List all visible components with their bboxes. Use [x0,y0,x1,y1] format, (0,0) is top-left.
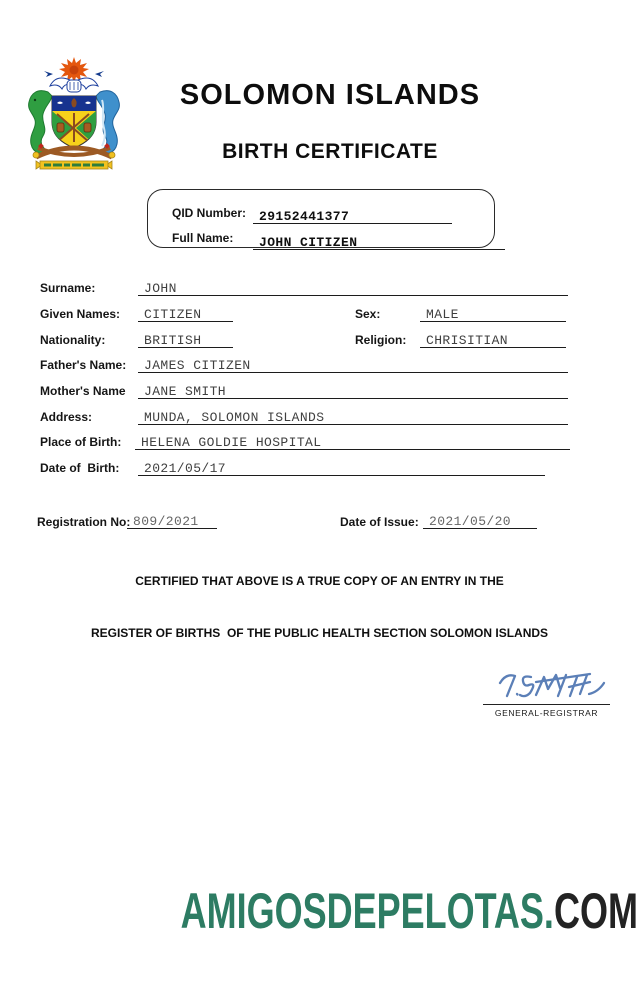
nationality-value: BRITISH [138,333,233,348]
fathers-name-label: Father's Name: [40,358,127,372]
sex-value: MALE [420,307,566,322]
nationality-label: Nationality: [40,333,106,347]
address-label: Address: [40,410,93,424]
religion-label: Religion: [355,333,407,347]
surname-value: JOHN [138,281,568,296]
surname-label: Surname: [40,281,96,295]
page-title: SOLOMON ISLANDS [179,79,481,111]
date-of-birth-label: Date of Birth: [40,461,120,475]
registration-no-value: 809/2021 [127,514,217,529]
watermark-dark-text: COM [554,883,638,939]
place-of-birth-value: HELENA GOLDIE HOSPITAL [135,435,570,450]
address-value: MUNDA, SOLOMON ISLANDS [138,410,568,425]
signature-line [483,704,610,705]
date-of-birth-value: 2021/05/17 [138,461,545,476]
solomon-islands-coat-of-arms-icon [26,56,122,174]
registrar-title: GENERAL-REGISTRAR [494,708,599,718]
motto-banner [36,161,112,169]
page-subtitle: BIRTH CERTIFICATE [222,140,438,163]
date-of-issue-label: Date of Issue: [340,515,419,529]
given-names-label: Given Names: [40,307,121,321]
religion-value: CHRISITIAN [420,333,566,348]
full-name-value: JOHN CITIZEN [253,235,505,250]
mothers-name-value: JANE SMITH [138,384,568,399]
registrar-signature-icon [492,665,617,703]
date-of-issue-value: 2021/05/20 [423,514,537,529]
given-names-value: CITIZEN [138,307,233,322]
certification-line-1: CERTIFIED THAT ABOVE IS A TRUE COPY OF AN ENTRY IN THE [135,574,504,588]
registration-no-label: Registration No: [37,515,131,529]
qid-number-value: 29152441377 [253,209,452,224]
certification-line-2: REGISTER OF BIRTHS OF THE PUBLIC HEALTH SECTION SOLOMON ISLANDS [90,626,549,640]
mothers-name-label: Mother's Name [40,384,126,398]
watermark-green-text: AMIGOSDEPELOTAS. [180,883,555,939]
full-name-label: Full Name: [172,231,234,245]
sex-label: Sex: [355,307,381,321]
fathers-name-value: JAMES CITIZEN [138,358,568,373]
watermark [142,836,638,986]
place-of-birth-label: Place of Birth: [40,435,122,449]
qid-number-label: QID Number: [172,206,247,220]
